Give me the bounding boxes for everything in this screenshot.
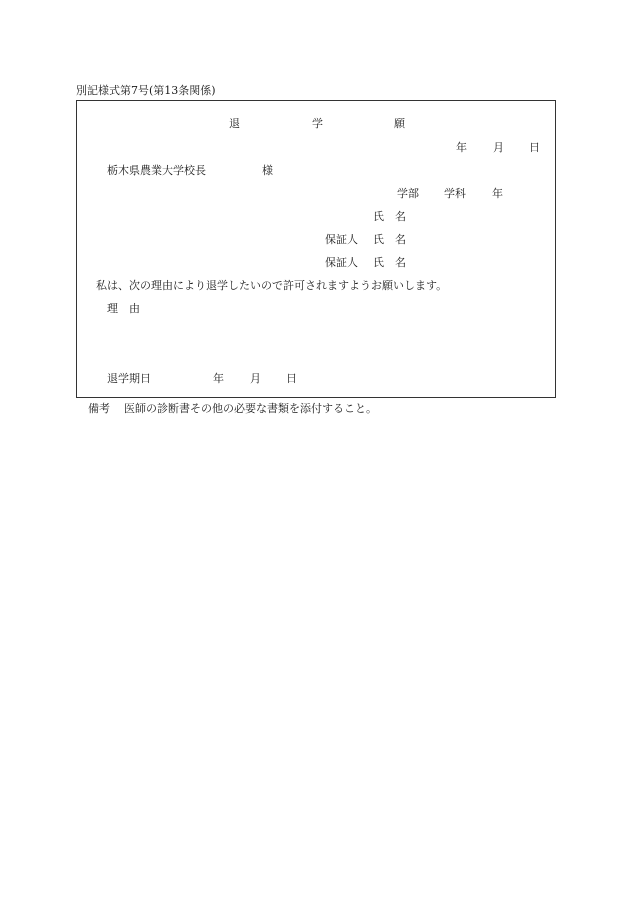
withdrawal-date-label: 退学期日 (107, 372, 151, 385)
withdrawal-day-label: 日 (286, 372, 297, 385)
student-name-label: 氏 名 (373, 210, 406, 223)
reason-label: 理 由 (107, 302, 140, 315)
withdrawal-month-label: 月 (250, 372, 261, 385)
grade-label: 年 (492, 187, 503, 200)
date-day-label: 日 (529, 141, 540, 154)
request-statement: 私は、次の理由により退学したいので許可されますようお願いします。 (96, 279, 448, 292)
guarantor2-role: 保証人 (325, 256, 358, 269)
title-char-1: 退 (229, 117, 240, 130)
date-year-label: 年 (456, 141, 467, 154)
withdrawal-year-label: 年 (213, 372, 224, 385)
guarantor1-role: 保証人 (325, 233, 358, 246)
title-char-3: 願 (394, 117, 405, 130)
form-number: 別記様式第7号(第13条関係) (76, 84, 216, 97)
guarantor2-name-label: 氏 名 (373, 256, 406, 269)
date-month-label: 月 (493, 141, 504, 154)
guarantor1-name-label: 氏 名 (373, 233, 406, 246)
department-label: 学部 (397, 187, 419, 200)
remarks-label: 備考 (88, 402, 110, 415)
addressee: 栃木県農業大学校長 (107, 164, 206, 177)
withdrawal-form-box (76, 100, 556, 398)
addressee-honorific: 様 (262, 164, 273, 177)
remarks-text: 医師の診断書その他の必要な書類を添付すること。 (124, 402, 377, 415)
title-char-2: 学 (312, 117, 323, 130)
course-label: 学科 (444, 187, 466, 200)
